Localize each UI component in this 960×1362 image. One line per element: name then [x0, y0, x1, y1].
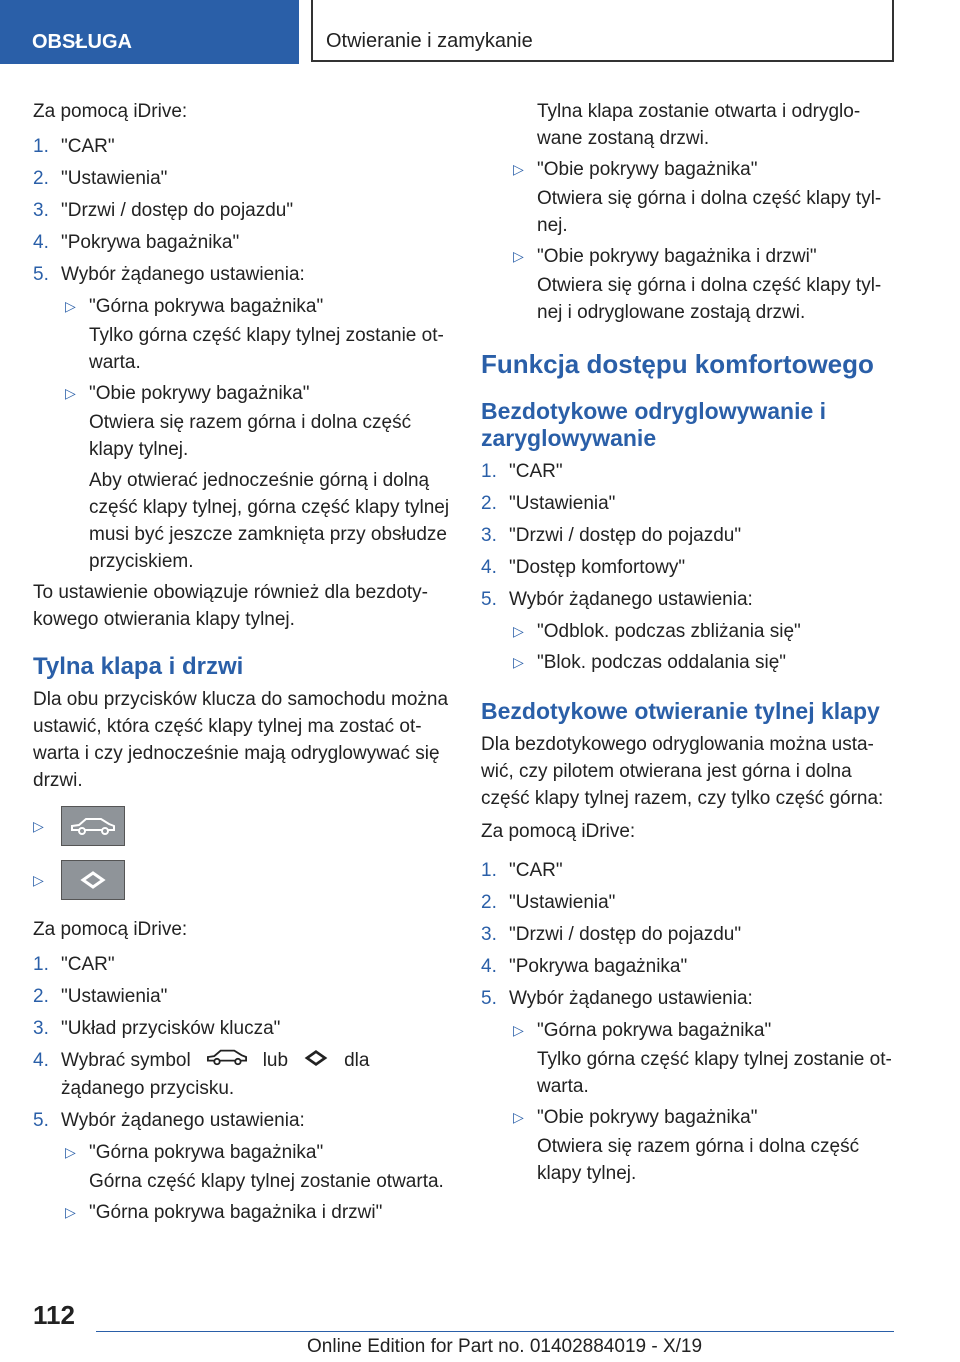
section-label: OBSŁUGA: [32, 31, 132, 53]
body-paragraph: To ustawienie obowiązuje również dla bezdoty- kowego otwierania klapy tylnej.: [33, 582, 429, 630]
option-item: [481, 1017, 899, 1044]
subsection-heading: Bezdotykowe odryglowywanie i zaryglowywanie: [481, 398, 827, 451]
footer-divider: [96, 1331, 894, 1332]
car-tailgate-icon: [205, 1047, 249, 1075]
list-item: [33, 197, 451, 224]
option-item: [481, 156, 899, 183]
list-text: "Ustawienia": [61, 168, 168, 189]
list-text: "CAR": [61, 136, 115, 157]
option-description: Górna część klapy tylnej zostanie otwarta.: [89, 1171, 444, 1192]
list-number: 3.: [33, 1018, 49, 1039]
list-text: "Drzwi / dostęp do pojazdu": [509, 924, 742, 945]
item4-text-c: dla żądanego przycisku.: [61, 1050, 370, 1099]
list-number: 4.: [481, 956, 497, 977]
option-description: Tylna klapa zostanie otwarta i odryglo- wane zostaną drzwi.: [537, 101, 861, 149]
intro-text: Za pomocą iDrive:: [33, 101, 188, 122]
list-text: Wybór żądanego ustawienia:: [61, 264, 305, 285]
triangle-right-icon: ▷: [513, 654, 524, 670]
triangle-right-icon: ▷: [513, 248, 524, 264]
list-number: 5.: [481, 589, 497, 610]
option-item: [33, 1199, 451, 1226]
triangle-right-icon: ▷: [33, 871, 44, 888]
diamond-icon: [61, 860, 125, 900]
section-heading: Funkcja dostępu komfortowego: [481, 349, 874, 379]
option-title: "Górna pokrywa bagażnika": [89, 1142, 324, 1163]
list-text: "Pokrywa bagażnika": [61, 232, 240, 253]
list-text: Wybór żądanego ustawienia:: [509, 589, 753, 610]
option-title: "Obie pokrywy bagażnika i drzwi": [537, 246, 817, 267]
list-text: "CAR": [509, 860, 563, 881]
list-text: "Pokrywa bagażnika": [509, 956, 688, 977]
list-number: 1.: [33, 954, 49, 975]
steps-list-4: [481, 857, 899, 1012]
triangle-right-icon: ▷: [513, 1022, 524, 1038]
option-description: Tylko górna część klapy tylnej zostanie ot- warta.: [537, 1049, 892, 1097]
option-title: "Górna pokrywa bagażnika i drzwi": [89, 1202, 383, 1223]
option-item: [481, 618, 899, 645]
item4-text-b: lub: [262, 1050, 289, 1072]
list-number: 5.: [33, 1110, 49, 1131]
section-tab: [0, 0, 299, 64]
option-title: "Blok. podczas oddalania się": [537, 652, 787, 673]
list-number: 4.: [33, 232, 49, 253]
option-title: "Obie pokrywy bagażnika": [537, 159, 758, 180]
list-item: [481, 522, 899, 549]
footer-edition: Online Edition for Part no. 01402884019 - X/19: [307, 1336, 703, 1357]
option-title: "Obie pokrywy bagażnika": [537, 1107, 758, 1128]
list-number: 5.: [481, 988, 497, 1009]
chapter-header: [311, 0, 894, 62]
triangle-right-icon: ▷: [513, 1109, 524, 1125]
list-text: "Drzwi / dostęp do pojazdu": [61, 200, 294, 221]
list-number: 2.: [481, 493, 497, 514]
list-text: "CAR": [61, 954, 115, 975]
triangle-right-icon: ▷: [513, 623, 524, 639]
list-item: [481, 921, 899, 948]
list-item: [33, 1015, 451, 1042]
intro-text: Za pomocą iDrive:: [481, 821, 636, 842]
triangle-right-icon: ▷: [65, 1144, 76, 1160]
list-number: 3.: [481, 525, 497, 546]
item4-text-a: Wybrać symbol: [61, 1050, 191, 1072]
list-text: "Drzwi / dostęp do pojazdu": [509, 525, 742, 546]
list-text: Wybór żądanego ustawienia:: [61, 1110, 305, 1131]
option-item: [481, 1104, 899, 1131]
list-item: [481, 458, 899, 485]
triangle-right-icon: ▷: [65, 1204, 76, 1220]
chapter-title: Otwieranie i zamykanie: [326, 30, 533, 52]
option-item: [481, 243, 899, 270]
list-item: [33, 133, 451, 160]
steps-list-2: [33, 951, 451, 1134]
list-text: "Układ przycisków klucza": [61, 1018, 281, 1039]
option-item: [33, 293, 451, 320]
list-item: [481, 586, 899, 613]
list-number: 4.: [481, 557, 497, 578]
option-description: Otwiera się górna i dolna część klapy tyl- nej i odryglowane zostają drzwi.: [537, 275, 882, 323]
list-item: [481, 857, 899, 884]
option-title: "Odblok. podczas zbliżania się": [537, 621, 801, 642]
option-description: Otwiera się razem górna i dolna część klapy tylnej.: [89, 412, 412, 460]
option-title: "Obie pokrywy bagażnika": [89, 383, 310, 404]
page-number: 112: [33, 1300, 75, 1330]
steps-list-3: [481, 458, 899, 613]
diamond-icon: [302, 1048, 330, 1075]
subsection-heading: Bezdotykowe otwieranie tylnej klapy: [481, 698, 880, 724]
list-text: "CAR": [509, 461, 563, 482]
list-number: 3.: [481, 924, 497, 945]
icon-option-car: [33, 806, 451, 846]
list-item: [481, 889, 899, 916]
body-paragraph: Dla obu przycisków klucza do samochodu można ustawić, która część klapy tylnej ma zostać ot- warta i czy jednocześnie mają odryglowywać się drzwi.: [33, 689, 449, 791]
list-text: "Dostęp komfortowy": [509, 557, 686, 578]
list-text: Wybór żądanego ustawienia:: [509, 988, 753, 1009]
list-text: "Ustawienia": [61, 986, 168, 1007]
list-text: "Ustawienia": [509, 493, 616, 514]
option-description: Otwiera się górna i dolna część klapy tyl- nej.: [537, 188, 882, 236]
intro-text: Za pomocą iDrive:: [33, 919, 188, 940]
list-number: 2.: [481, 892, 497, 913]
list-item: [33, 261, 451, 288]
car-tailgate-icon: [61, 806, 125, 846]
option-item: [481, 649, 899, 676]
option-note: Aby otwierać jednocześnie górną i dolną część klapy tylnej, górna część klapy tylnej musi być jeszcze zamknięta przy obsłudze przyciskiem.: [89, 470, 450, 572]
list-number: 4.: [33, 1050, 49, 1071]
section-heading: Tylna klapa i drzwi: [33, 653, 244, 680]
list-number: 1.: [481, 461, 497, 482]
right-column: [481, 98, 899, 1191]
list-item: [33, 983, 451, 1010]
body-paragraph: Dla bezdotykowego odryglowania można usta- wić, czy pilotem otwierana jest górna i dolna część klapy tylnej razem, czy tylko część górna:: [481, 734, 884, 809]
list-number: 2.: [33, 168, 49, 189]
list-number: 2.: [33, 986, 49, 1007]
list-item: [481, 985, 899, 1012]
list-item: [481, 490, 899, 517]
list-item: [481, 953, 899, 980]
option-item: [33, 380, 451, 407]
triangle-right-icon: ▷: [33, 817, 44, 834]
list-item: [481, 554, 899, 581]
list-number: 5.: [33, 264, 49, 285]
option-title: "Górna pokrywa bagażnika": [537, 1020, 772, 1041]
list-number: 1.: [33, 136, 49, 157]
list-text: "Ustawienia": [509, 892, 616, 913]
option-description: Otwiera się razem górna i dolna część klapy tylnej.: [537, 1136, 860, 1184]
option-item: [33, 1139, 451, 1166]
option-title: "Górna pokrywa bagażnika": [89, 296, 324, 317]
list-text: [61, 1047, 451, 1102]
triangle-right-icon: ▷: [65, 385, 76, 401]
triangle-right-icon: ▷: [513, 161, 524, 177]
list-item: [33, 165, 451, 192]
triangle-right-icon: ▷: [65, 298, 76, 314]
option-description: Tylko górna część klapy tylnej zostanie ot- warta.: [89, 325, 444, 373]
icon-option-diamond: [33, 860, 451, 900]
list-item: [33, 951, 451, 978]
list-item: [33, 1107, 451, 1134]
left-column: [33, 98, 451, 1228]
steps-list-1: [33, 133, 451, 288]
list-item: [33, 229, 451, 256]
list-number: 3.: [33, 200, 49, 221]
list-item: [33, 1047, 451, 1102]
list-number: 1.: [481, 860, 497, 881]
